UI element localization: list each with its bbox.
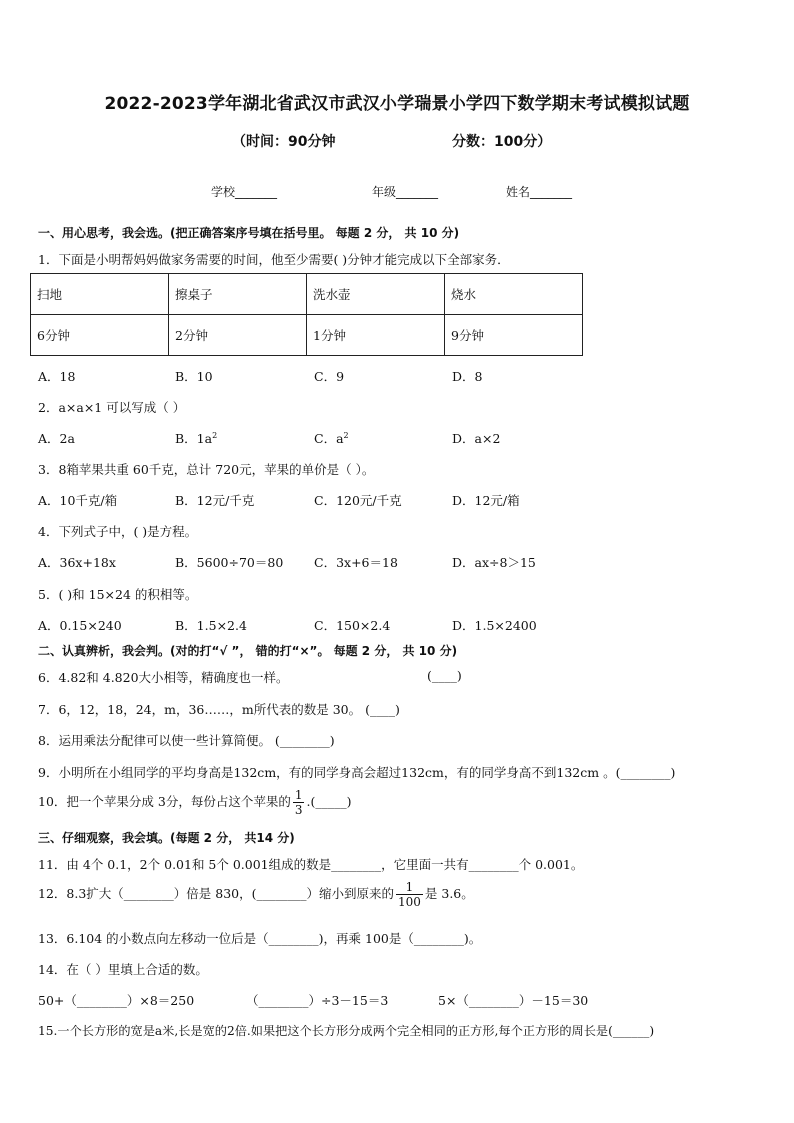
fraction: $\frac{1}{3}$ [294,788,303,817]
q14-item-1: 50+（________）×8＝250 [38,993,195,1008]
q6-answer-blank[interactable]: (____) [427,668,462,683]
exam-score: 分数：100分） [452,134,552,150]
q4-option-d: D．ax÷8＞15 [452,555,536,570]
table-cell: 9分钟 [445,315,583,356]
exam-time: （时间：90分钟 [232,134,336,150]
question-4: 4．下列式子中，( )是方程。 [38,524,198,539]
question-8: 8．运用乘法分配律可以使一些计算简便。 (________) [38,733,335,748]
table-cell: 洗水壶 [307,274,445,315]
question-11: 11．由 4个 0.1，2个 0.01和 5个 0.001组成的数是________，它里面一共有________个 0.001。 [38,857,584,872]
q1-option-a: A．18 [38,369,76,384]
table-cell: 烧水 [445,274,583,315]
exam-title: 2022-2023学年湖北省武汉市武汉小学瑞景小学四下数学期末考试模拟试题 [104,94,690,114]
q2-option-a: A．2a [38,431,75,446]
q2-option-d: D．a×2 [452,431,501,446]
q14-item-3: 5×（________）－15＝30 [438,993,589,1008]
section-2-heading: 二、认真辨析，我会判。(对的打“√ ”， 错的打“×”。 每题 2 分， 共 10 分) [38,644,458,658]
q14-item-2: （________）÷3－15＝3 [246,993,389,1008]
question-12: 12．8.3扩大（________）倍是 830，(________）缩小到原来的 $\frac{1}{100}$ 是 3.6。 [38,880,474,909]
q1-option-c: C．9 [314,369,345,384]
question-13: 13．6.104 的小数点向左移动一位后是（________)，再乘 100是（________)。 [38,931,482,946]
table-cell: 扫地 [31,274,169,315]
table-cell: 2分钟 [169,315,307,356]
question-10: 10．把一个苹果分成 3分，每份占这个苹果的 $\frac{1}{3}$ .(_____) [38,788,352,817]
grade-field: 年级_______ [372,185,439,199]
q1-option-b: B．10 [175,369,213,384]
question-1: 1．下面是小明帮妈妈做家务需要的时间，他至少需要( )分钟才能完成以下全部家务． [38,252,510,267]
q2-option-b: B．$1a^2$ [175,430,218,446]
q2-option-c: C．$a^2$ [314,430,349,446]
q3-option-a: A．10千克/箱 [38,493,118,508]
q5-option-d: D．1.5×2400 [452,618,537,633]
q3-option-c: C．120元/千克 [314,493,402,508]
table-cell: 擦桌子 [169,274,307,315]
table-cell: 1分钟 [307,315,445,356]
chores-table [30,273,583,356]
q5-option-c: C．150×2.4 [314,618,391,633]
q5-option-b: B．1.5×2.4 [175,618,247,633]
section-3-heading: 三、仔细观察，我会填。(每题 2 分， 共14 分) [38,831,295,845]
q3-option-b: B．12元/千克 [175,493,255,508]
question-6: 6．4.82和 4.820大小相等，精确度也一样。 [38,670,289,685]
section-1-heading: 一、用心思考，我会选。(把正确答案序号填在括号里。 每题 2 分， 共 10 分) [38,226,460,240]
table-row [31,274,583,315]
question-3: 3．8箱苹果共重 60千克，总计 720元，苹果的单价是（ ）。 [38,462,375,477]
question-5: 5．( )和 15×24 的积相等。 [38,587,198,602]
question-14: 14．在（ ）里填上合适的数。 [38,962,208,977]
question-7: 7．6，12，18，24，m，36……，m所代表的数是 30。 (____) [38,702,400,717]
table-row [31,315,583,356]
fraction: $\frac{1}{100}$ [398,880,421,909]
q4-option-b: B．5600÷70＝80 [175,555,284,570]
q5-option-a: A．0.15×240 [38,618,122,633]
question-9: 9．小明所在小组同学的平均身高是132cm，有的同学身高会超过132cm，有的同学身高不到132cm 。(________) [38,765,676,780]
question-15: 15.一个长方形的宽是a米,长是宽的2倍.如果把这个长方形分成两个完全相同的正方形,每个正方形的周长是(______) [38,1024,655,1038]
name-field: 姓名_______ [506,185,573,199]
q1-option-d: D．8 [452,369,483,384]
question-2: 2．a×a×1 可以写成（ ） [38,400,186,415]
table-cell: 6分钟 [31,315,169,356]
q3-option-d: D．12元/箱 [452,493,520,508]
school-field: 学校_______ [211,185,278,199]
q4-option-a: A．36x+18x [38,555,116,570]
q4-option-c: C．3x+6＝18 [314,555,398,570]
